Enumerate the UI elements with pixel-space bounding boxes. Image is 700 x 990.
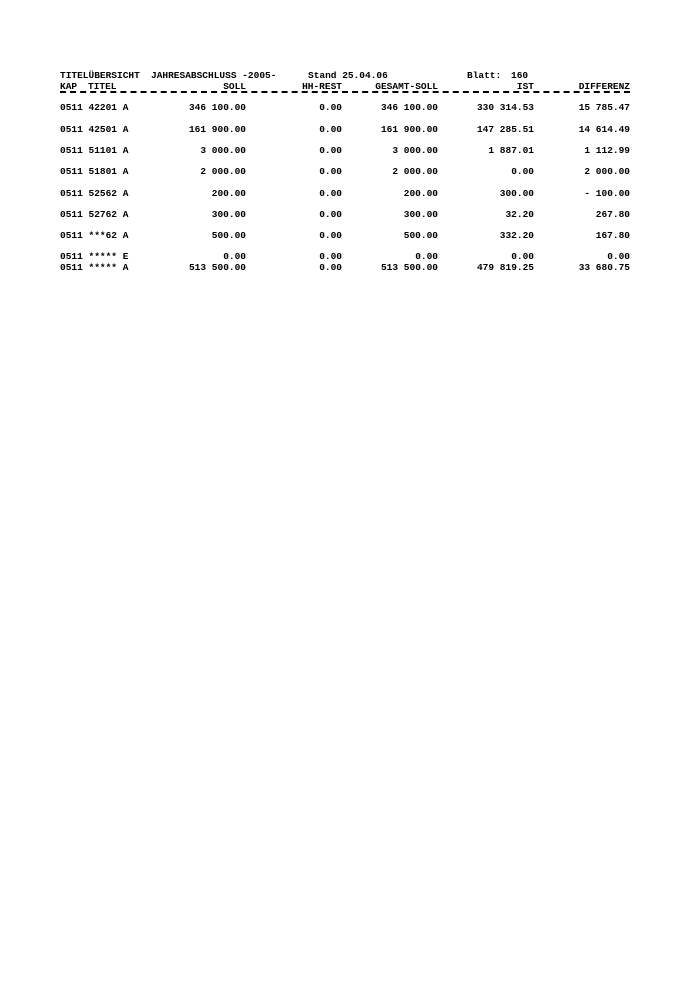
total-gesamt-soll: 0.00 xyxy=(415,251,438,262)
row-ist: 147 285.51 xyxy=(476,123,534,135)
total-ist: 0.00 xyxy=(511,251,534,262)
row-kap-titel: 0511 42201 A xyxy=(60,102,129,113)
row-gesamt-soll: 300.00 xyxy=(403,209,438,220)
row-soll: 300.00 xyxy=(211,209,246,220)
row-hh-rest: 0.00 xyxy=(319,209,342,220)
row-ist: 332.20 xyxy=(499,230,534,241)
row-hh-rest: 0.00 xyxy=(319,123,342,135)
row-soll: 500.00 xyxy=(211,230,246,241)
col-header-kap: KAP xyxy=(60,81,78,92)
row-gesamt-soll: 3 000.00 xyxy=(392,145,438,156)
total-kap-titel: 0511 ***** E xyxy=(60,251,129,262)
row-soll: 3 000.00 xyxy=(200,145,246,156)
row-differenz: 267.80 xyxy=(595,209,630,220)
col-header-soll: SOLL xyxy=(223,81,246,92)
total-row xyxy=(0,262,700,273)
row-differenz: - 100.00 xyxy=(584,187,630,199)
table-row xyxy=(0,166,700,177)
total-soll: 513 500.00 xyxy=(188,262,246,273)
row-soll: 161 900.00 xyxy=(188,123,246,135)
table-row xyxy=(0,145,700,156)
row-differenz: 14 614.49 xyxy=(578,123,630,135)
row-soll: 2 000.00 xyxy=(200,166,246,177)
total-kap-titel: 0511 ***** A xyxy=(60,262,129,273)
row-kap-titel: 0511 ***62 A xyxy=(60,230,129,241)
header-separator xyxy=(60,91,630,93)
col-header-differenz: DIFFERENZ xyxy=(578,81,630,92)
row-gesamt-soll: 200.00 xyxy=(403,187,438,199)
table-row xyxy=(0,124,700,135)
row-soll: 200.00 xyxy=(211,187,246,199)
row-kap-titel: 0511 52762 A xyxy=(60,209,129,220)
total-differenz: 0.00 xyxy=(607,251,630,262)
table-row xyxy=(0,188,700,199)
col-header-gesamt-soll: GESAMT-SOLL xyxy=(375,81,438,92)
total-soll: 0.00 xyxy=(223,251,246,262)
row-differenz: 15 785.47 xyxy=(578,102,630,113)
total-gesamt-soll: 513 500.00 xyxy=(380,262,438,273)
row-gesamt-soll: 161 900.00 xyxy=(380,123,438,135)
total-ist: 479 819.25 xyxy=(476,262,534,273)
table-row xyxy=(0,230,700,241)
total-differenz: 33 680.75 xyxy=(578,262,630,273)
row-ist: 1 887.01 xyxy=(488,145,534,156)
row-kap-titel: 0511 42501 A xyxy=(60,123,129,135)
row-kap-titel: 0511 52562 A xyxy=(60,187,129,199)
page-number: 160 xyxy=(511,70,529,81)
row-hh-rest: 0.00 xyxy=(319,230,342,241)
row-hh-rest: 0.00 xyxy=(319,187,342,199)
table-row xyxy=(0,209,700,220)
total-hh-rest: 0.00 xyxy=(319,251,342,262)
row-differenz: 2 000.00 xyxy=(584,166,630,177)
col-header-titel: TITEL xyxy=(88,81,117,92)
col-header-hh-rest: HH-REST xyxy=(302,81,342,92)
row-ist: 330 314.53 xyxy=(476,102,534,113)
row-gesamt-soll: 500.00 xyxy=(403,230,438,241)
col-header-ist: IST xyxy=(516,81,534,92)
row-kap-titel: 0511 51801 A xyxy=(60,166,129,177)
row-gesamt-soll: 2 000.00 xyxy=(392,166,438,177)
row-hh-rest: 0.00 xyxy=(319,166,342,177)
report-date: Stand 25.04.06 xyxy=(308,70,388,81)
row-ist: 32.20 xyxy=(505,209,534,220)
table-row xyxy=(0,102,700,113)
row-differenz: 1 112.99 xyxy=(584,145,630,156)
row-ist: 300.00 xyxy=(499,187,534,199)
row-gesamt-soll: 346 100.00 xyxy=(380,102,438,113)
total-hh-rest: 0.00 xyxy=(319,262,342,273)
report-title: TITELÜBERSICHT xyxy=(60,70,140,81)
row-differenz: 167.80 xyxy=(595,230,630,241)
row-ist: 0.00 xyxy=(511,166,534,177)
row-soll: 346 100.00 xyxy=(188,102,246,113)
row-hh-rest: 0.00 xyxy=(319,102,342,113)
page-label: Blatt: xyxy=(467,70,502,81)
row-kap-titel: 0511 51101 A xyxy=(60,145,129,156)
report-subtitle: JAHRESABSCHLUSS -2005- xyxy=(151,70,277,81)
total-row xyxy=(0,251,700,262)
row-hh-rest: 0.00 xyxy=(319,145,342,156)
